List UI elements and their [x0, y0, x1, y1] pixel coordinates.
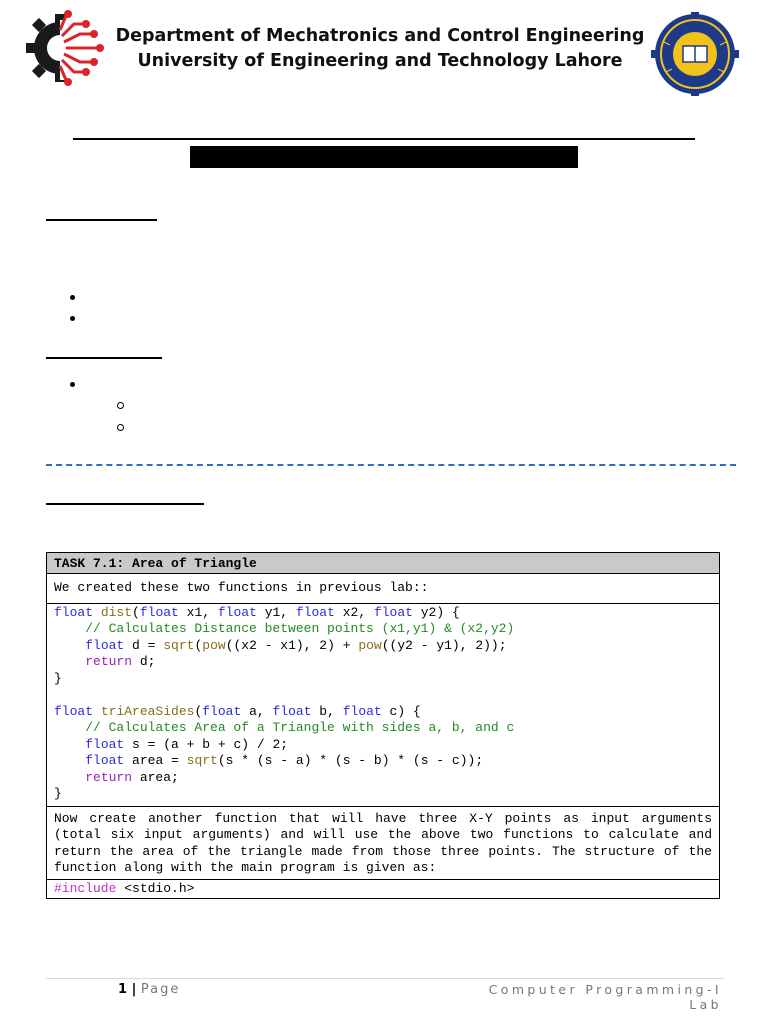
section-underline-tasks	[46, 503, 204, 505]
code-line: float d = sqrt(pow((x2 - x1), 2) + pow((y2 - y1), 2));	[85, 637, 507, 653]
code-block-include: #include <stdio.h>	[47, 879, 719, 899]
bullet-point	[70, 295, 75, 300]
code-comment: // Calculates Distance between points (x1,y1) & (x2,y2)	[54, 621, 515, 636]
code-line: return d;	[85, 654, 156, 669]
dashed-separator	[46, 464, 736, 466]
title-rule	[73, 138, 695, 140]
code-line: float triAreaSides(float a, float b, float c) {	[54, 703, 421, 719]
code-line: }	[54, 670, 62, 686]
sub-bullet-point	[117, 402, 124, 409]
footer-rule	[46, 978, 724, 979]
code-comment: // Calculates Area of a Triangle with sides a, b, and c	[54, 720, 515, 735]
footer-course-name: Computer Programming-I Lab	[488, 982, 722, 1012]
bullet-point	[70, 316, 75, 321]
task-table	[46, 552, 720, 899]
code-line: }	[54, 786, 62, 801]
section-underline-equipment	[46, 357, 162, 359]
sub-bullet-point	[117, 424, 124, 431]
university-seal-icon	[650, 12, 740, 96]
department-name: Department of Mechatronics and Control Engineering	[115, 26, 645, 46]
footer-page-number: 1 | Page	[118, 982, 181, 997]
redacted-lab-title	[190, 146, 578, 168]
department-logo-icon	[22, 8, 108, 88]
task-description: Now create another function that will have three X-Y points as input arguments (total six input arguments) and will use the above two functions to calculate and return the area of the triangle made from those three points. The structure of the function along with the main program is given as:	[47, 806, 719, 879]
task-title: TASK 7.1: Area of Triangle	[47, 553, 719, 573]
bullet-point	[70, 382, 75, 387]
code-line: return area;	[85, 769, 179, 785]
university-name: University of Engineering and Technology Lahore	[137, 51, 623, 71]
section-underline-objectives	[46, 219, 157, 221]
task-intro: We created these two functions in previous lab::	[47, 573, 719, 603]
code-line: float s = (a + b + c) / 2;	[85, 736, 289, 752]
code-line: float dist(float x1, float y1, float x2, float y2) {	[54, 604, 460, 620]
code-block-functions	[47, 603, 719, 806]
code-line: float area = sqrt(s * (s - a) * (s - b) * (s - c));	[85, 753, 484, 768]
